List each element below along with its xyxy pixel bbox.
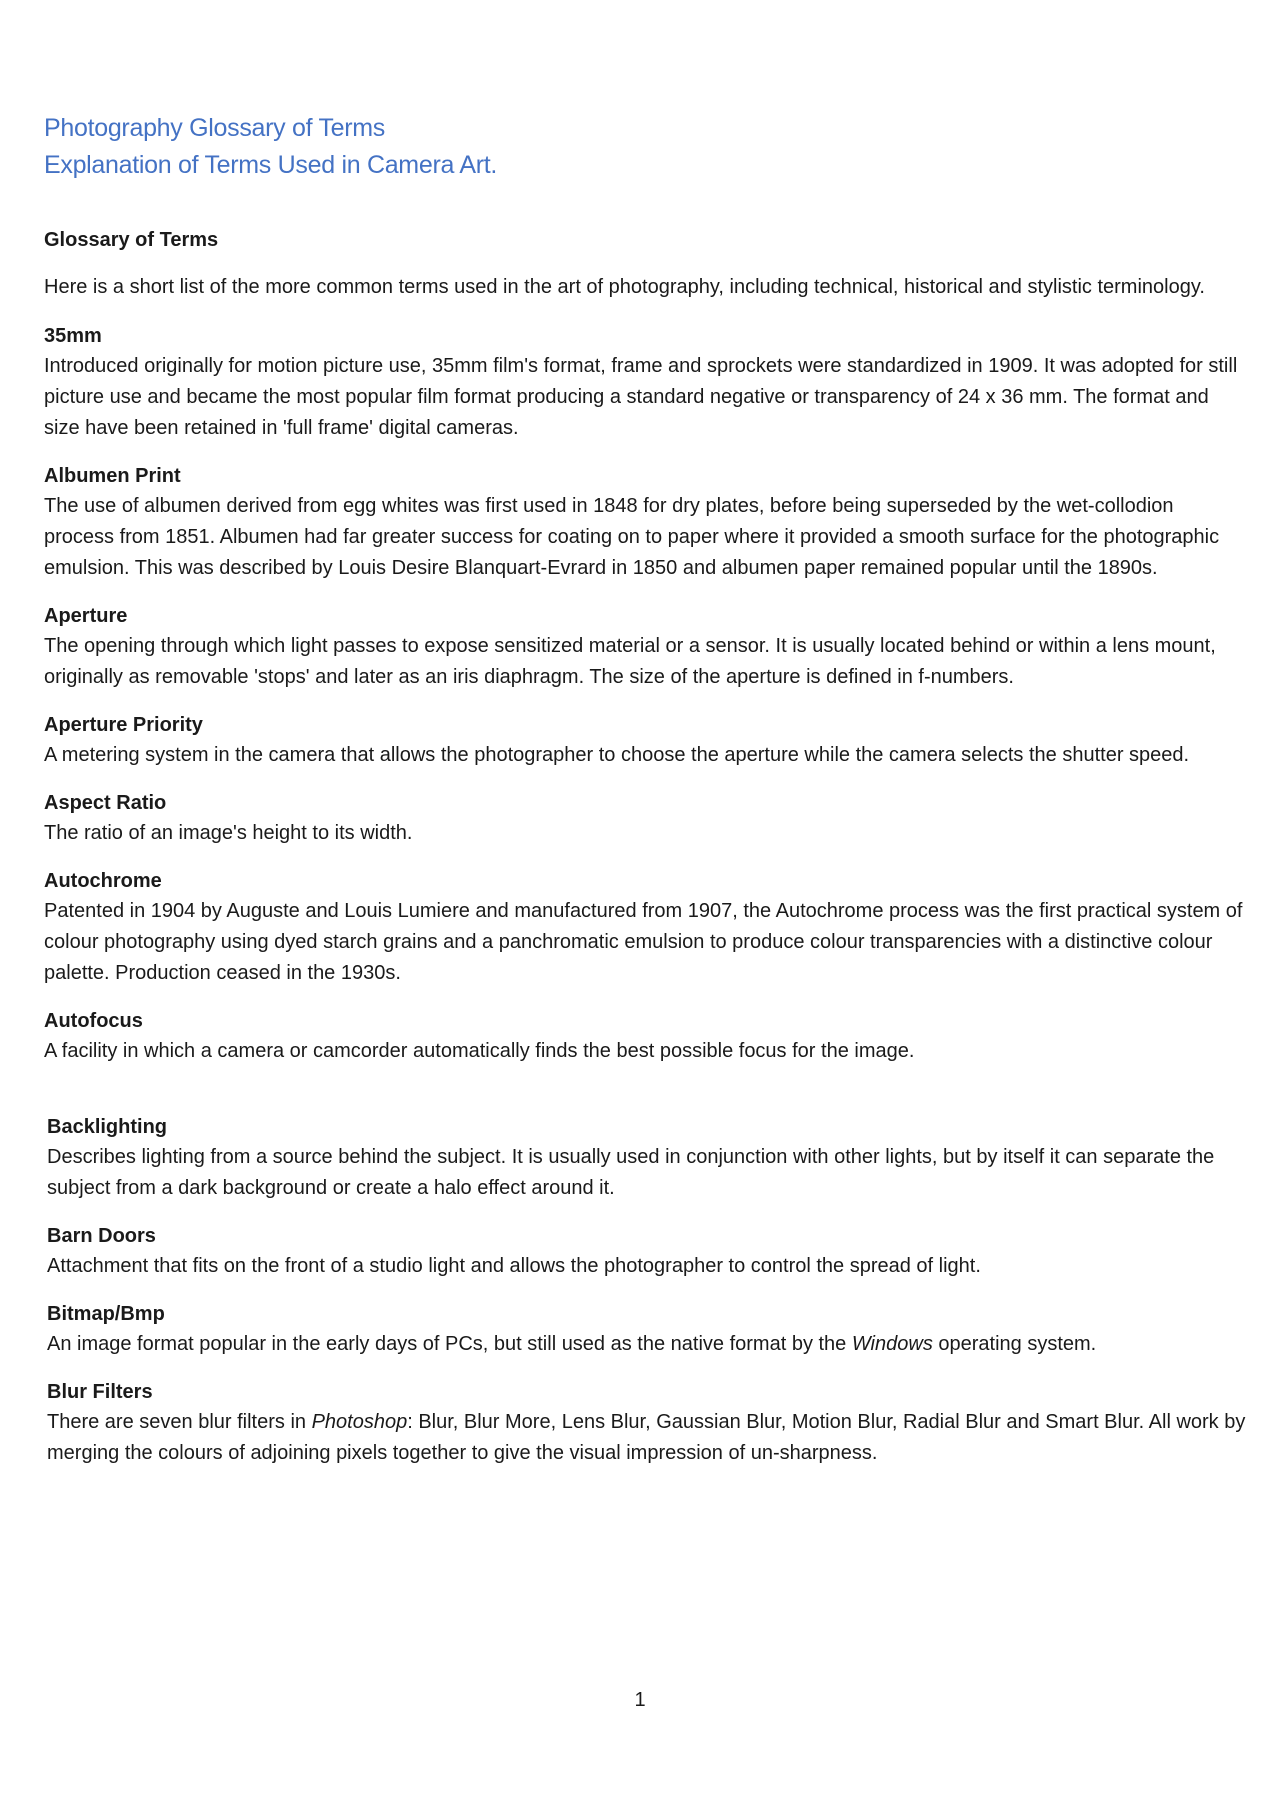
glossary-term: Blur Filters <box>47 1381 153 1403</box>
definition-text: operating system. <box>932 1333 1097 1355</box>
glossary-term: Autofocus <box>44 1010 143 1032</box>
definition-text: : Blur, Blur More, Lens Blur, Gaussian Blur, Motion Blur, Radial Blur and Smart Blur. All work by merging the colours of adjoining pixels together to give the visual impression of un-sharpness. <box>47 1411 1246 1464</box>
glossary-entry-autofocus <box>44 1006 1244 1067</box>
glossary-term: Bitmap/Bmp <box>47 1303 165 1325</box>
glossary-list <box>44 321 1280 1469</box>
glossary-entry-aperture <box>44 601 1244 693</box>
glossary-term: 35mm <box>44 325 102 347</box>
glossary-term: Autochrome <box>44 870 162 892</box>
glossary-definition: The opening through which light passes to expose sensitized material or a sensor. It is usually located behind or within a lens mount, originally as removable 'stops' and later as an iris diaphragm. The size of the aperture is defined in f-numbers. <box>44 635 1216 688</box>
intro-paragraph: Here is a short list of the more common terms used in the art of photography, including technical, historical and stylistic terminology. <box>44 276 1205 298</box>
section-heading: Glossary of Terms <box>44 229 219 251</box>
glossary-entry-barn-doors <box>47 1221 1247 1282</box>
glossary-term: Aperture Priority <box>44 714 203 736</box>
title-line-2: Explanation of Terms Used in Camera Art. <box>44 151 498 179</box>
glossary-definition <box>47 1329 1247 1360</box>
definition-text: There are seven blur filters in <box>47 1411 312 1433</box>
glossary-entry-aperture-priority <box>44 710 1244 771</box>
section-spacer <box>44 1084 1280 1112</box>
glossary-entry-bitmap-bmp <box>47 1299 1247 1360</box>
definition-emphasis: Photoshop <box>311 1411 408 1433</box>
glossary-term: Aspect Ratio <box>44 792 167 814</box>
glossary-entry-autochrome <box>44 866 1244 989</box>
glossary-definition: A metering system in the camera that allows the photographer to choose the aperture while the camera selects the shutter speed. <box>44 744 1190 766</box>
glossary-definition: A facility in which a camera or camcorder automatically finds the best possible focus for the image. <box>44 1040 915 1062</box>
glossary-entry-albumen-print <box>44 461 1244 584</box>
glossary-entry-35mm <box>44 321 1244 444</box>
title-line-1: Photography Glossary of Terms <box>44 114 385 142</box>
glossary-definition: Attachment that fits on the front of a studio light and allows the photographer to control the spread of light. <box>47 1255 981 1277</box>
document-title <box>44 110 1280 184</box>
glossary-definition: Describes lighting from a source behind the subject. It is usually used in conjunction with other lights, but by itself it can separate the subject from a dark background or create a halo effect around it. <box>47 1146 1215 1199</box>
glossary-term: Backlighting <box>47 1116 168 1138</box>
definition-text: An image format popular in the early days of PCs, but still used as the native format by the <box>47 1333 852 1355</box>
glossary-term: Aperture <box>44 605 128 627</box>
glossary-definition: Introduced originally for motion picture use, 35mm film's format, frame and sprockets were standardized in 1909. It was adopted for still picture use and became the most popular film format producing a standard negative or transparency of 24 x 36 mm. The format and size have been retained in 'full frame' digital cameras. <box>44 355 1238 439</box>
page-number: 1 <box>634 1689 646 1711</box>
glossary-definition: The use of albumen derived from egg whites was first used in 1848 for dry plates, before being superseded by the wet-collodion process from 1851. Albumen had far greater success for coating on to paper where it provided a smooth surface for the photographic emulsion. This was described by Louis Desire Blanquart-Evrard in 1850 and albumen paper remained popular until the 1890s. <box>44 495 1220 579</box>
definition-emphasis: Windows <box>851 1333 933 1355</box>
glossary-definition <box>47 1407 1247 1469</box>
glossary-entry-backlighting <box>47 1112 1247 1204</box>
glossary-term: Barn Doors <box>47 1225 156 1247</box>
glossary-term: Albumen Print <box>44 465 181 487</box>
glossary-entry-blur-filters <box>47 1377 1247 1469</box>
glossary-definition: The ratio of an image's height to its width. <box>44 822 413 844</box>
glossary-entry-aspect-ratio <box>44 788 1244 849</box>
glossary-definition: Patented in 1904 by Auguste and Louis Lumiere and manufactured from 1907, the Autochrome process was the first practical system of colour photography using dyed starch grains and a panchromatic emulsion to produce colour transparencies with a distinctive colour palette. Production ceased in the 1930s. <box>44 900 1243 984</box>
